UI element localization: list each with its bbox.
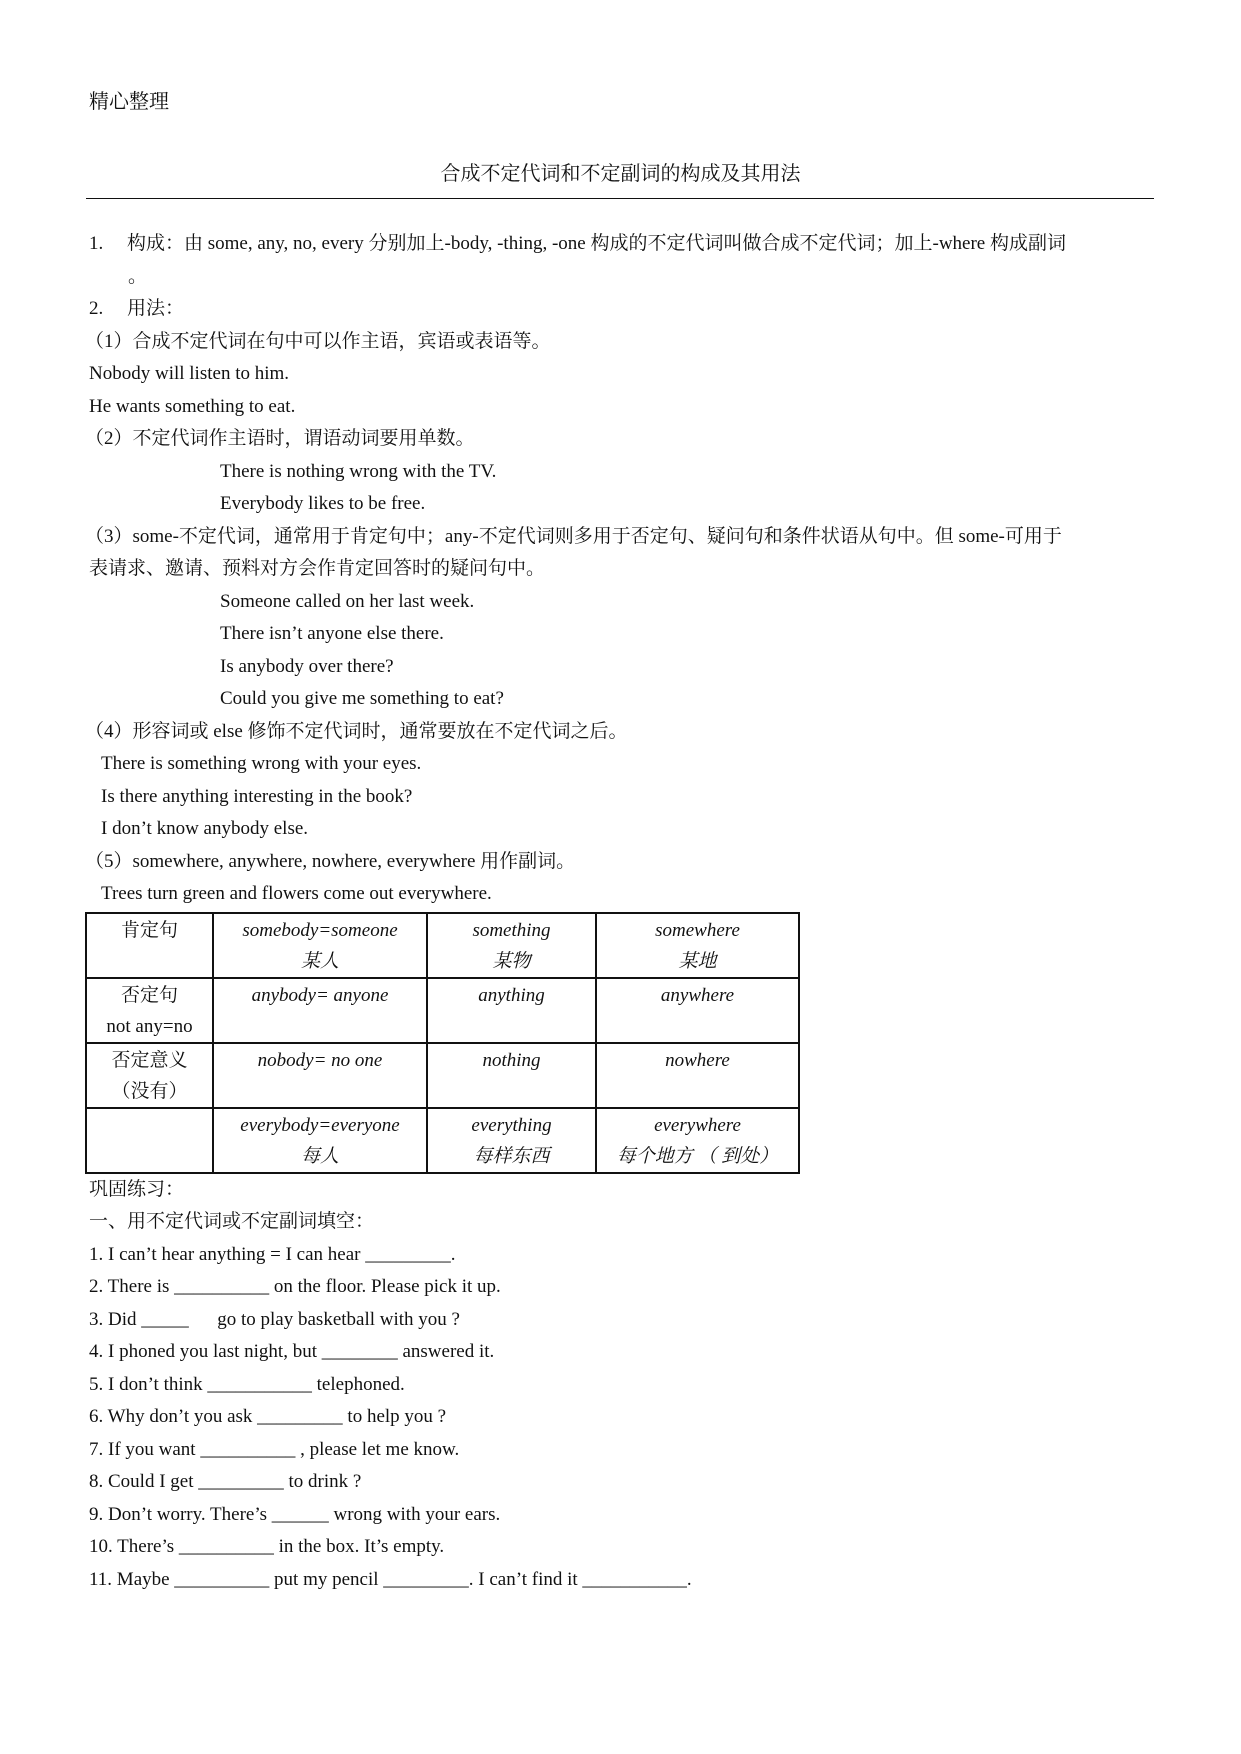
cell-text: 某人 <box>300 950 339 972</box>
section-composition <box>89 228 1154 261</box>
example-sentence: He wants something to eat. <box>89 395 296 417</box>
thing-cell <box>427 913 596 978</box>
row-label-cell <box>86 978 213 1043</box>
document-body <box>85 228 1154 1596</box>
section-number: 1. <box>89 233 104 254</box>
exercise-item: 3. Did _____ go to play basketball with you ? <box>89 1308 460 1330</box>
rule-heading: （3）some-不定代词，通常用于肯定句中；any-不定代词则多用于否定句、疑问句和条件状语从句中。但 some-可用于 <box>85 525 1062 547</box>
exercise-item: 5. I don’t think ___________ telephoned. <box>89 1373 405 1395</box>
where-cell <box>596 978 799 1043</box>
cell-text: not any=no <box>106 1015 193 1037</box>
exercise-item: 8. Could I get _________ to drink ? <box>89 1471 362 1492</box>
example-sentence: Nobody will listen to him. <box>89 363 290 384</box>
exercise-item: 10. There’s __________ in the box. It’s empty. <box>89 1536 445 1557</box>
exercise-item: 1. I can’t hear anything = I can hear _________. <box>89 1243 456 1265</box>
pronoun-table <box>85 912 800 1174</box>
thing-cell <box>427 978 596 1043</box>
cell-text: anybody= anyone <box>251 984 389 1006</box>
cell-text: （没有） <box>111 1080 188 1102</box>
cell-text: anything <box>478 984 545 1006</box>
table-row <box>86 978 799 1043</box>
cell-text: 每个地方 （ 到处） <box>616 1145 779 1167</box>
cell-text: nowhere <box>665 1049 730 1071</box>
example-sentence: Is there anything interesting in the book? <box>101 785 413 807</box>
row-label-cell <box>86 1043 213 1108</box>
section-text: 用法： <box>127 298 185 319</box>
cell-text: 某地 <box>678 950 717 972</box>
example-sentence: Trees turn green and flowers come out everywhere. <box>101 883 492 904</box>
document-title: 合成不定代词和不定副词的构成及其用法 <box>440 163 801 185</box>
exercise-item: 11. Maybe __________ put my pencil _________. I can’t find it ___________. <box>89 1568 692 1590</box>
where-cell <box>596 913 799 978</box>
cell-text: something <box>472 919 551 941</box>
rule-heading: （5）somewhere, anywhere, nowhere, everywhere 用作副词。 <box>85 850 576 872</box>
exercise-item: 6. Why don’t you ask _________ to help you ? <box>89 1406 447 1427</box>
cell-text: somebody=someone <box>242 919 398 941</box>
thing-cell <box>427 1043 596 1108</box>
rule-heading-cont: 表请求、邀请、预料对方会作肯定回答时的疑问句中。 <box>89 558 546 579</box>
practice-subheading: 一、用不定代词或不定副词填空： <box>89 1211 375 1232</box>
example-sentence: Someone called on her last week. <box>220 590 475 612</box>
exercise-item: 4. I phoned you last night, but ________ answered it. <box>89 1341 495 1362</box>
table-row <box>86 913 799 978</box>
example-sentence: There is something wrong with your eyes. <box>101 753 422 774</box>
section-text: 构成：由 some, any, no, every 分别加上-body, -thing, -one 构成的不定代词叫做合成不定代词；加上-where 构成副词 <box>127 233 1066 254</box>
section-text-wrap: 。 <box>128 265 148 287</box>
where-cell <box>596 1043 799 1108</box>
practice-heading: 巩固练习： <box>89 1178 185 1200</box>
body-cell <box>213 1043 427 1108</box>
cell-text: 每样东西 <box>473 1145 550 1167</box>
body-cell <box>213 978 427 1043</box>
title-divider <box>86 198 1154 199</box>
page-header: 精心整理 <box>89 91 169 113</box>
cell-text: everybody=everyone <box>240 1114 400 1136</box>
rule-heading: （1）合成不定代词在句中可以作主语，宾语或表语等。 <box>85 330 551 352</box>
cell-text: everything <box>471 1114 552 1136</box>
exercise-item: 2. There is __________ on the floor. Please pick it up. <box>89 1276 501 1297</box>
cell-text: 否定句 <box>120 984 178 1006</box>
thing-cell <box>427 1108 596 1173</box>
cell-text: everywhere <box>654 1114 741 1136</box>
table-row <box>86 1108 799 1173</box>
example-sentence: Is anybody over there? <box>220 655 394 677</box>
row-label-cell <box>86 913 213 978</box>
rule-heading: （4）形容词或 else 修饰不定代词时，通常要放在不定代词之后。 <box>85 720 628 742</box>
table-row <box>86 1043 799 1108</box>
cell-text: nothing <box>482 1049 541 1071</box>
example-sentence: Everybody likes to be free. <box>220 493 426 514</box>
section-number: 2. <box>89 298 104 319</box>
exercise-item: 7. If you want __________ , please let me know. <box>89 1438 460 1460</box>
body-cell <box>213 913 427 978</box>
cell-text: anywhere <box>660 984 735 1006</box>
cell-text: nobody= no one <box>257 1049 383 1071</box>
rule-heading: （2）不定代词作主语时，谓语动词要用单数。 <box>85 428 475 449</box>
cell-text: 每人 <box>300 1145 339 1167</box>
cell-text: 某物 <box>492 950 531 972</box>
example-sentence: I don’t know anybody else. <box>101 818 309 839</box>
row-label-cell <box>86 1108 213 1173</box>
section-usage <box>89 293 1154 326</box>
example-sentence: There is nothing wrong with the TV. <box>220 460 497 482</box>
cell-text: 否定意义 <box>111 1049 188 1071</box>
cell-text: somewhere <box>655 919 740 941</box>
example-sentence: There isn’t anyone else there. <box>220 623 444 644</box>
body-cell <box>213 1108 427 1173</box>
exercise-item: 9. Don’t worry. There’s ______ wrong with your ears. <box>89 1503 501 1525</box>
where-cell <box>596 1108 799 1173</box>
example-sentence: Could you give me something to eat? <box>220 688 504 709</box>
cell-text: 肯定句 <box>120 919 178 941</box>
